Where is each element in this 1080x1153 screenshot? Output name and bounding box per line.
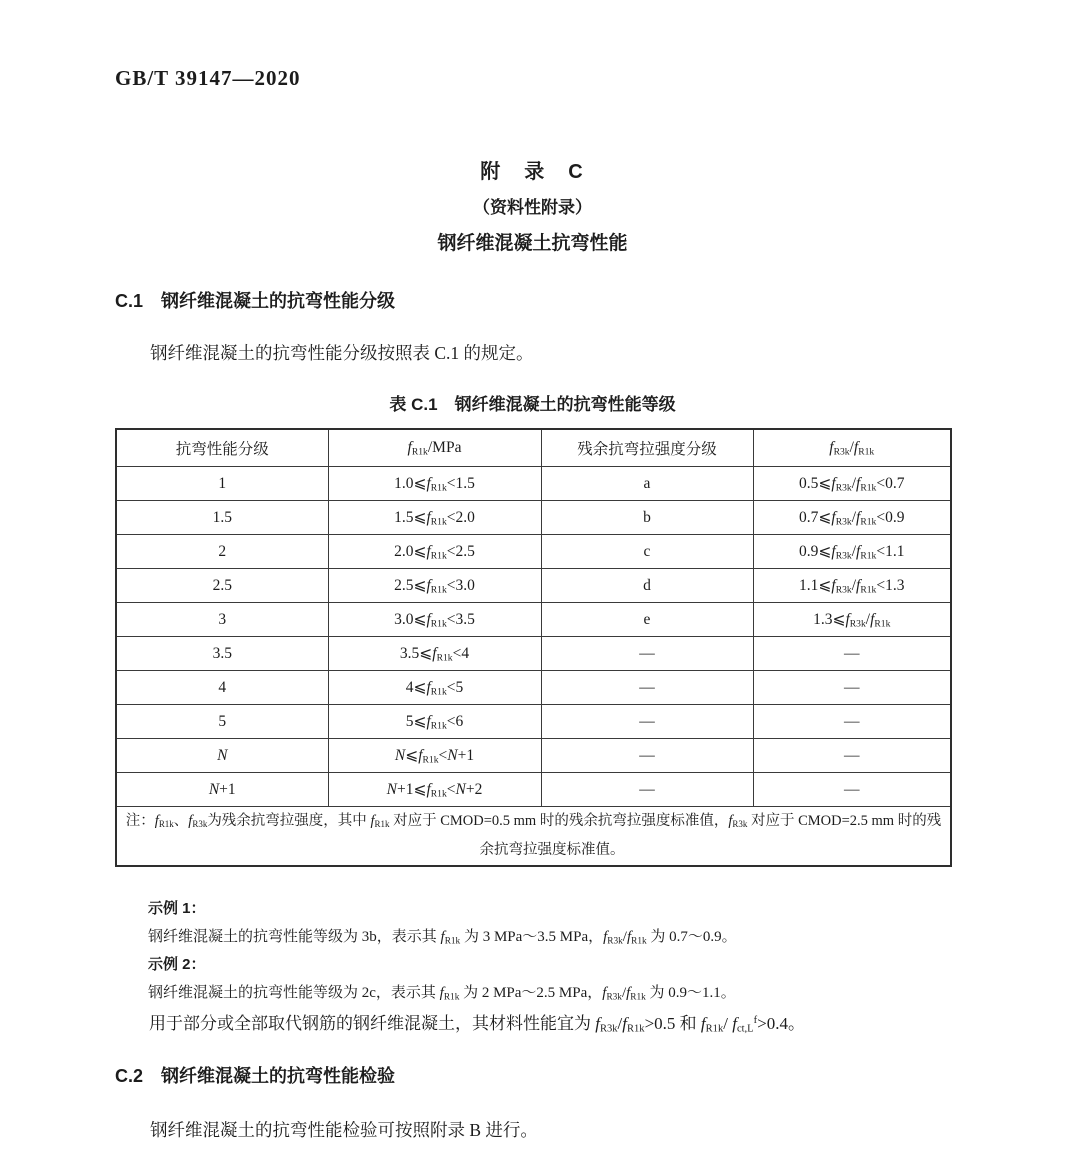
table-header-cell: 抗弯性能分级	[116, 429, 328, 467]
table-cell: 2	[116, 535, 328, 569]
table-cell: —	[753, 705, 951, 739]
table-body	[116, 467, 951, 807]
table-note-cell	[116, 807, 951, 867]
annex-subtitle: （资料性附录）	[473, 198, 592, 217]
table-cell: 3.5	[116, 637, 328, 671]
table-row	[116, 671, 951, 705]
table-note-row	[116, 807, 951, 867]
example-2-text: 钢纤维混凝土的抗弯性能等级为 2c，表示其 $f_{R1k}$ 为 2 MPa～2.5 MPa，$f_{R3k}/f_{R1k}$ 为 0.9～1.1。	[148, 985, 736, 1003]
section-c1-paragraph: 钢纤维混凝土的抗弯性能分级按照表 C.1 的规定。	[150, 343, 534, 363]
table-cell: 1	[116, 467, 328, 501]
table-cell: —	[541, 637, 753, 671]
table-cell: N+1	[116, 773, 328, 807]
table-cell: b	[541, 501, 753, 535]
table-cell: —	[541, 739, 753, 773]
section-c1-heading: C.1 钢纤维混凝土的抗弯性能分级	[115, 291, 396, 311]
table-cell: d	[541, 569, 753, 603]
table-cell: $0.5⩽f_{R3k}/f_{R1k}<0.7$	[753, 467, 951, 501]
table-cell: c	[541, 535, 753, 569]
table-cell: 5	[116, 705, 328, 739]
table-cell: —	[753, 671, 951, 705]
table-header-row	[116, 429, 951, 467]
table-header-cell: $f_{R1k}$/MPa	[328, 429, 541, 467]
table-cell: a	[541, 467, 753, 501]
table-cell: $0.7⩽f_{R3k}/f_{R1k}<0.9$	[753, 501, 951, 535]
section-c2-paragraph: 钢纤维混凝土的抗弯性能检验可按照附录 B 进行。	[150, 1120, 538, 1140]
table-row	[116, 467, 951, 501]
table-header-cell: 残余抗弯拉强度分级	[541, 429, 753, 467]
example-2-label: 示例 2：	[148, 956, 206, 973]
flexural-performance-table	[115, 428, 952, 867]
table-row	[116, 603, 951, 637]
table-row	[116, 637, 951, 671]
table-caption: 表 C.1 钢纤维混凝土的抗弯性能等级	[389, 395, 676, 414]
table-cell: $3.5⩽f_{R1k}<4$	[328, 637, 541, 671]
section-c2-heading: C.2 钢纤维混凝土的抗弯性能检验	[115, 1066, 396, 1086]
standard-number: GB/T 39147—2020	[115, 66, 301, 90]
annex-heading: 钢纤维混凝土抗弯性能	[437, 233, 628, 254]
annex-title-block	[115, 154, 950, 262]
closing-paragraph: 用于部分或全部取代钢筋的钢纤维混凝土，其材料性能宜为 $f_{R3k}/f_{R1k}>0.5$ 和 $f_{R1k}/$ $f_{ct,L}^f>0.4$。	[149, 1014, 805, 1035]
table-cell: 4	[116, 671, 328, 705]
table-row	[116, 501, 951, 535]
table-row	[116, 739, 951, 773]
annex-title: 附 录 C	[480, 161, 585, 183]
example-1-label: 示例 1：	[148, 900, 206, 917]
table-cell: —	[541, 773, 753, 807]
table-row	[116, 705, 951, 739]
table-cell: —	[541, 671, 753, 705]
table-cell: —	[541, 705, 753, 739]
table-cell: $3.0⩽f_{R1k}<3.5$	[328, 603, 541, 637]
table-cell: 3	[116, 603, 328, 637]
table-cell: $2.0⩽f_{R1k}<2.5$	[328, 535, 541, 569]
table-cell: $4⩽f_{R1k}<5$	[328, 671, 541, 705]
examples-block	[148, 895, 950, 1007]
table-cell: —	[753, 637, 951, 671]
table-cell: $1.0⩽f_{R1k}<1.5$	[328, 467, 541, 501]
table-cell: $1.3⩽f_{R3k}/f_{R1k}$	[753, 603, 951, 637]
table-row	[116, 535, 951, 569]
table-cell: $1.1⩽f_{R3k}/f_{R1k}<1.3$	[753, 569, 951, 603]
table-cell: 2.5	[116, 569, 328, 603]
table-cell: $2.5⩽f_{R1k}<3.0$	[328, 569, 541, 603]
table-cell: $N+1⩽f_{R1k}<N+2$	[328, 773, 541, 807]
table-cell: 1.5	[116, 501, 328, 535]
table-cell: —	[753, 773, 951, 807]
table-header-cell: $f_{R3k}/f_{R1k}$	[753, 429, 951, 467]
example-1-text: 钢纤维混凝土的抗弯性能等级为 3b，表示其 $f_{R1k}$ 为 3 MPa～3.5 MPa，$f_{R3k}/f_{R1k}$ 为 0.7～0.9。	[148, 929, 737, 947]
table-cell: e	[541, 603, 753, 637]
table-row	[116, 569, 951, 603]
table-note: 注：$f_{R1k}$、$f_{R3k}$为残余抗弯拉强度，其中 $f_{R1k}$ 对应于 CMOD=0.5 mm 时的残余抗弯拉强度标准值，$f_{R3k}$ 对应于 CMOD=2.5 mm 时的残余抗弯拉强度标准值。	[125, 813, 942, 858]
table-row	[116, 773, 951, 807]
table-cell: $1.5⩽f_{R1k}<2.0$	[328, 501, 541, 535]
table-cell: N	[116, 739, 328, 773]
table-cell: —	[753, 739, 951, 773]
table-cell: $5⩽f_{R1k}<6$	[328, 705, 541, 739]
table-cell: $0.9⩽f_{R3k}/f_{R1k}<1.1$	[753, 535, 951, 569]
table-cell: $N⩽f_{R1k}<N+1$	[328, 739, 541, 773]
